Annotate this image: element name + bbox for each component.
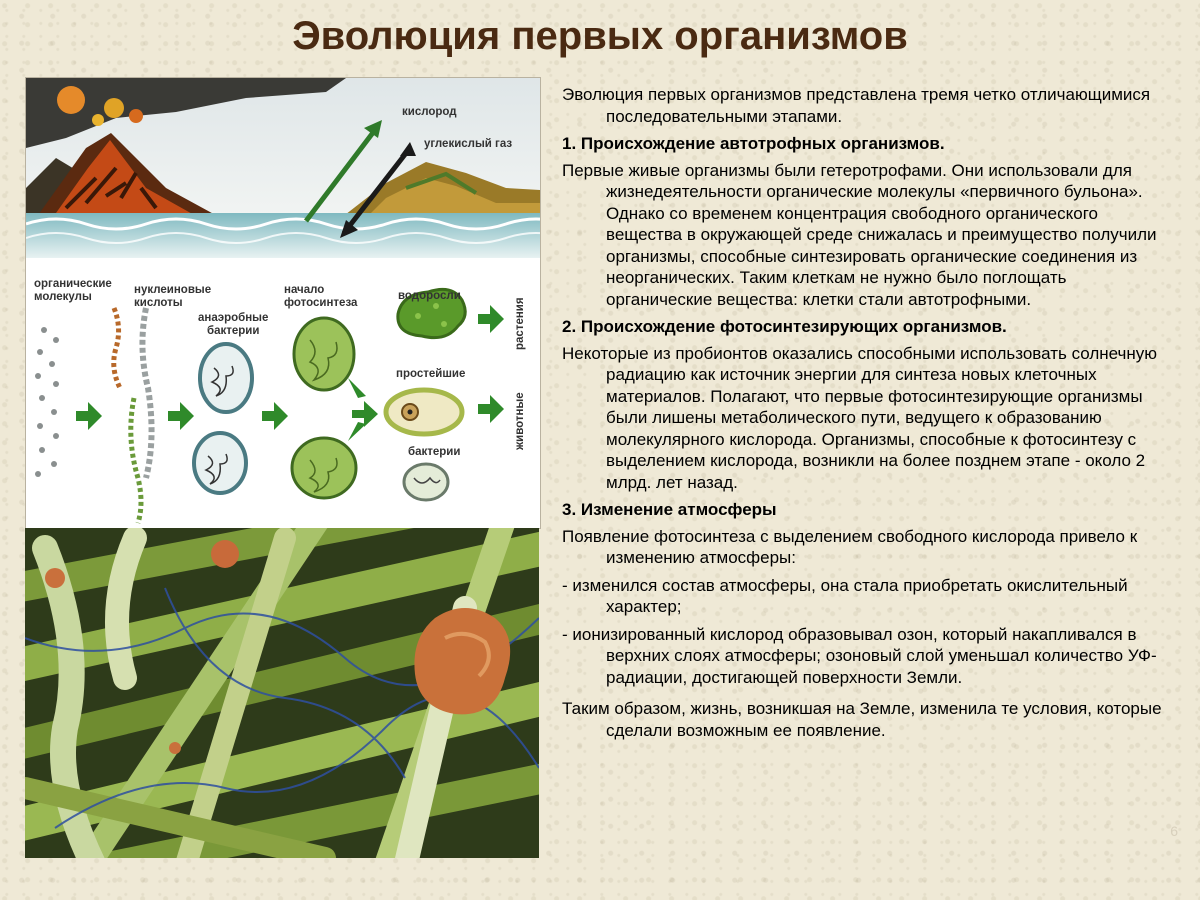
heading-photosynthesis: 2. Происхождение фотосинтезирующих организмов. xyxy=(562,317,1007,336)
label-photosynthesis-start: начало фотосинтеза xyxy=(284,284,358,309)
paragraph-conclusion: Таким образом, жизнь, возникшая на Земле, изменила те условия, которые сделали возможным ее появление. xyxy=(562,699,1162,740)
bacteria-micrograph xyxy=(25,528,539,858)
paragraph-autotrophs: Первые живые организмы были гетеротрофами. Они использовали для жизнедеятельности органические молекулы «первичного бульона». Однако со временем концентрация свободного органического вещества в окружающей среде снижалась и преимущество получили организмы, способные синтезировать органические соединения из неорганических. Таким клеткам не нужно было поглощать органические вещества: клетки стали автотрофными. xyxy=(562,160,1157,309)
label-oxygen: кислород xyxy=(402,106,457,118)
label-organic-molecules: органические молекулы xyxy=(34,278,112,303)
label-algae: водоросли xyxy=(398,290,461,302)
paragraph-atmosphere: Появление фотосинтеза с выделением свободного кислорода привело к изменению атмосферы: xyxy=(562,526,1138,567)
page-number: 6 xyxy=(1170,823,1178,839)
label-nucleic-acids: нуклеиновые кислоты xyxy=(134,284,212,309)
text-column xyxy=(562,84,1172,747)
page-title: Эволюция первых организмов xyxy=(292,14,908,58)
label-co2: углекислый газ xyxy=(424,138,513,150)
label-anaerobic-bacteria: анаэробные бактерии xyxy=(198,312,269,337)
micrograph-illustration xyxy=(25,528,539,858)
label-bacteria: бактерии xyxy=(408,446,461,458)
label-animals: животные xyxy=(514,392,526,450)
heading-autotrophs: 1. Происхождение автотрофных организмов. xyxy=(562,134,945,153)
label-plants: растения xyxy=(514,297,526,350)
heading-atmosphere: 3. Изменение атмосферы xyxy=(562,500,777,519)
paragraph-photosynthesis: Некоторые из пробионтов оказались способными использовать солнечную радиацию как источник энергии для синтеза новых клеточных материалов. Полагают, что первые фотосинтезирующие организмы были лишены метаболического пути, ведущего к образованию молекулярного кислорода. Организмы, способные к фотосинтезу с выделением кислорода, возникли на более позднем этапе - около 2 млрд. лет назад. xyxy=(562,343,1158,492)
evolution-diagram xyxy=(25,77,541,529)
paragraph-ozone: - ионизированный кислород образовывал озон, который накапливался в верхних слоях атмосферы; озоновый слой уменьшал количество УФ-радиации, достигающей поверхности Земли. xyxy=(562,624,1157,687)
intro-paragraph: Эволюция первых организмов представлена тремя четко отличающимися последовательными этапами. xyxy=(562,85,1151,126)
paragraph-atmosphere-composition: - изменился состав атмосферы, она стала приобретать окислительный характер; xyxy=(562,575,1128,616)
protozoa-cell xyxy=(386,390,462,434)
photosynthesis-cell xyxy=(294,318,354,390)
sun-icon xyxy=(57,86,85,114)
label-protozoa: простейшие xyxy=(396,368,466,380)
